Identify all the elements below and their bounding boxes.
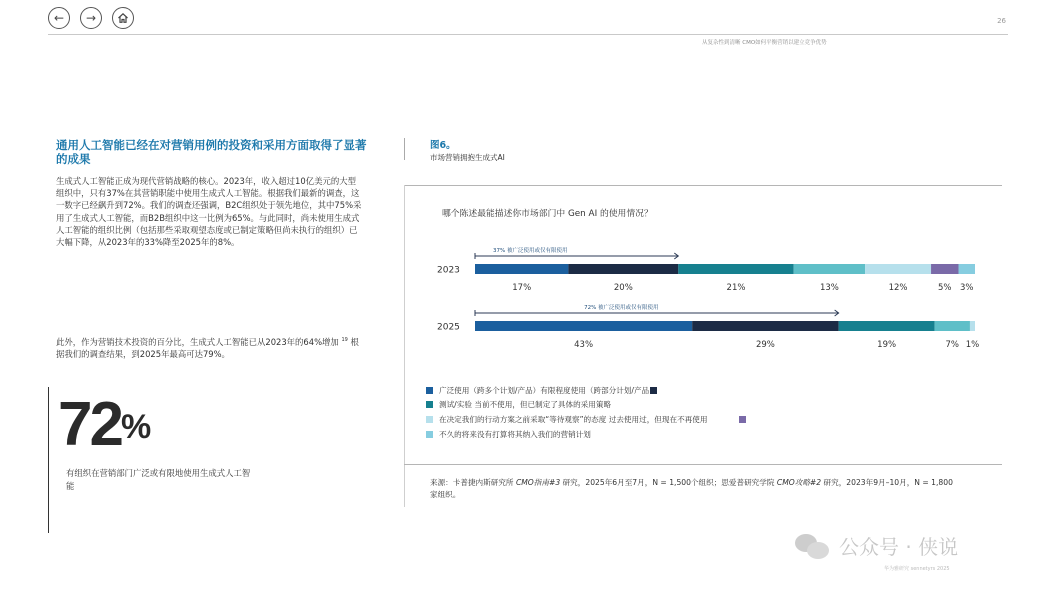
- investment-text-end: 根据我们的调查结果，到2025年最高可达79%。: [56, 336, 359, 359]
- chart-legend: [426, 383, 746, 441]
- key-stat-unit: %: [120, 408, 152, 446]
- callout-rule: [48, 387, 49, 533]
- home-button[interactable]: [112, 7, 134, 29]
- bracket-label: 72% 被广泛使用或仅有限使用: [584, 305, 659, 311]
- value-label: 29%: [755, 340, 775, 350]
- bar-segment: [692, 321, 838, 331]
- home-icon: [117, 12, 129, 24]
- watermark-text: 公众号 · 侠说: [839, 535, 959, 559]
- figure-subtitle: 市场营销拥抱生成式AI: [430, 153, 505, 162]
- source-text: 研究，2025年6月至7月，N = 1,500个组织；思爱普研究学院: [560, 478, 777, 487]
- key-stat: [58, 390, 151, 460]
- legend-swatch: [426, 387, 433, 394]
- investment-paragraph: [56, 334, 364, 360]
- investment-text: 此外，作为营销技术投资的百分比，生成式人工智能已从2023年的64%增加: [56, 336, 339, 347]
- value-label: 17%: [512, 283, 532, 293]
- value-label: 20%: [613, 283, 633, 293]
- bar-segment: [794, 264, 865, 274]
- figure-bottom-rule: [404, 464, 1002, 465]
- forward-button[interactable]: [80, 7, 102, 29]
- figure-source: [430, 477, 960, 501]
- intro-paragraph: 生成式人工智能正成为现代营销战略的核心。2023年，收入超过10亿美元的大型组织中，只有37%在其营销职能中使用生成式人工智能。根据我们最新的调查，这一数字已经飙升到72%。我们的调查还强调，B2C组织处于领先地位，其中75%采用了生成式人工智能，而B2B组织中这一比例为65%。与此同时，尚未使用生成式人工智能的组织比例（包括那些采取观望态度或已制定策略但尚未执行的组织）已大幅下降，从2023年的33%降至2025年的8%。: [56, 176, 362, 248]
- value-label: 1%: [965, 340, 980, 350]
- bar-segment: [931, 264, 958, 274]
- legend-label: 不久的将来没有打算将其纳入我们的营销计划: [439, 429, 591, 439]
- legend-label: 在决定我们的行动方案之前采取“等待观察”的态度 过去使用过，但现在不再使用: [439, 414, 708, 424]
- bar-segment: [970, 321, 975, 331]
- legend-item: [426, 412, 746, 427]
- bar-segment: [839, 321, 935, 331]
- bracket-label: 37% 被广泛使用或仅有限使用: [493, 248, 568, 254]
- legend-item: [426, 383, 746, 398]
- category-label: 2023: [437, 265, 460, 276]
- arrow-left-icon: ←: [53, 11, 65, 25]
- value-label: 5%: [938, 283, 952, 293]
- source-title: CMO攻略#2: [776, 478, 822, 487]
- legend-label: 广泛使用（跨多个计划/产品）有限程度使用（跨部分计划/产品: [439, 385, 650, 395]
- survey-question: 哪个陈述最能描述你市场部门中 Gen AI 的使用情况？: [442, 209, 653, 219]
- bar-segment: [865, 264, 931, 274]
- value-label: 19%: [877, 340, 897, 350]
- bar-segment: [935, 321, 970, 331]
- footnote-marker[interactable]: 19: [341, 337, 348, 343]
- bar-segment: [475, 264, 568, 274]
- source-text: 研究，2023年9月–10月，N = 1,800家组织。: [430, 478, 953, 499]
- section-title: 通用人工智能已经在对营销用例的投资和采用方面取得了显著的成果: [56, 138, 367, 166]
- bar-segment: [678, 264, 793, 274]
- breadcrumb: 从复杂性到清晰 CMO如何平衡营销以建立竞争优势: [702, 40, 827, 46]
- header-divider: [48, 34, 1008, 35]
- value-label: 21%: [726, 283, 746, 293]
- key-stat-number: 72: [58, 390, 121, 459]
- legend-swatch: [426, 401, 433, 408]
- category-label: 2025: [437, 322, 460, 333]
- figure-label: 图6。: [430, 140, 456, 151]
- arrow-right-icon: →: [85, 11, 97, 25]
- bar-segment: [568, 264, 678, 274]
- value-label: 43%: [574, 340, 594, 350]
- legend-label: 测试/实验 当前不使用，但已制定了具体的采用策略: [439, 400, 612, 410]
- figure-tick: [404, 138, 405, 160]
- legend-swatch: [739, 416, 746, 423]
- value-label: 13%: [819, 283, 839, 293]
- bar-segment: [959, 264, 975, 274]
- value-label: 12%: [888, 283, 908, 293]
- bar-segment: [475, 321, 692, 331]
- legend-item: [426, 427, 746, 442]
- wechat-icon: [795, 532, 829, 560]
- value-label: 7%: [945, 340, 960, 350]
- source-title: CMO指南#3: [515, 478, 561, 487]
- figure-top-rule: [404, 185, 1002, 186]
- value-label: 3%: [960, 283, 974, 293]
- stacked-bar-chart: [404, 236, 994, 356]
- back-button[interactable]: [48, 7, 70, 29]
- page-number: 26: [997, 17, 1006, 25]
- legend-item: [426, 398, 746, 413]
- watermark-footer: 华为雅研究 sennetyrs 2025: [884, 566, 950, 572]
- legend-swatch: [426, 431, 433, 438]
- key-stat-caption: 有组织在营销部门广泛或有限地使用生成式人工智能: [66, 468, 251, 491]
- source-text: 来源：卡普捷内斯研究所: [430, 478, 516, 487]
- watermark: [795, 531, 958, 560]
- legend-swatch: [650, 387, 657, 394]
- legend-swatch: [426, 416, 433, 423]
